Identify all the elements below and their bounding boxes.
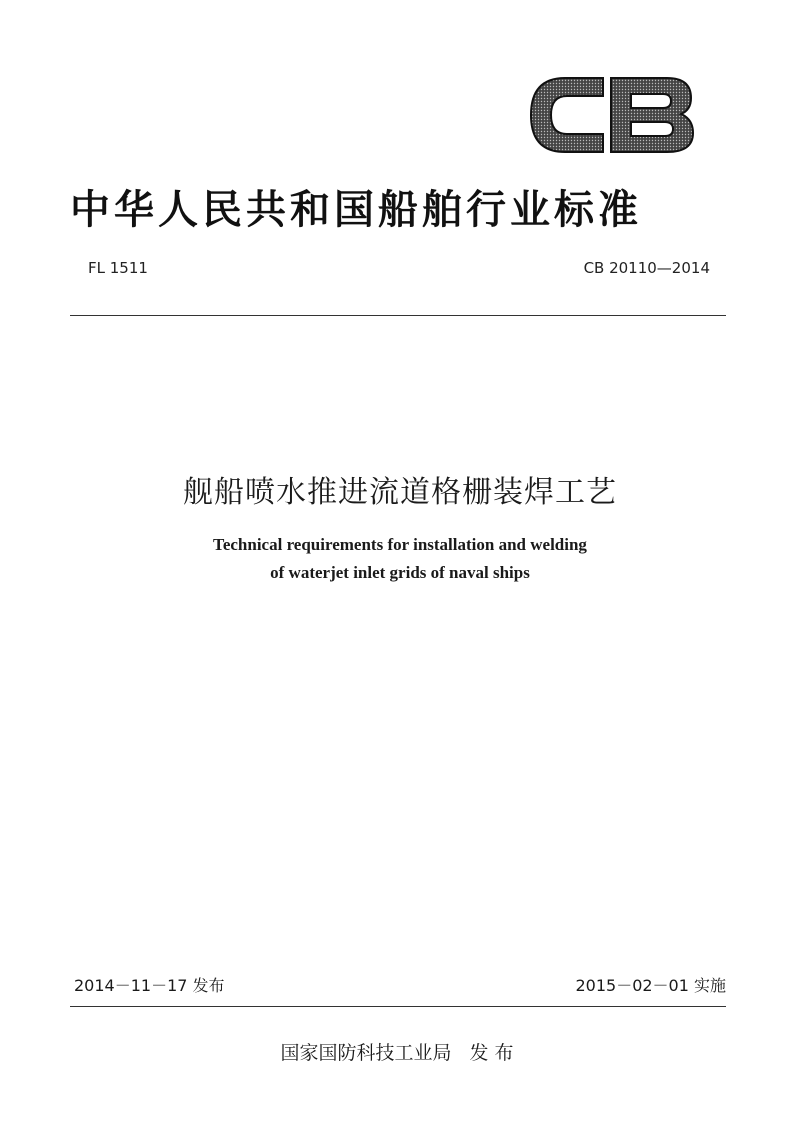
classification-code: FL 1511: [88, 259, 148, 277]
document-title-english-line1: Technical requirements for installation and welding: [213, 535, 587, 554]
top-divider: [70, 315, 726, 316]
bottom-divider: [70, 1006, 726, 1007]
implementation-date: 2015－02－01 实施: [575, 976, 726, 995]
cb-logo: [525, 70, 695, 160]
standard-number: CB 20110—2014: [583, 259, 710, 277]
document-title-chinese: 舰船喷水推进流道格栅装焊工艺: [183, 475, 617, 510]
issue-date: 2014－11－17 发布: [74, 976, 225, 995]
document-title-english-line2: of waterjet inlet grids of naval ships: [270, 563, 530, 582]
publisher-line: [0, 1038, 800, 1065]
publish-action: 发布: [469, 1042, 520, 1064]
publisher-name: 国家国防科技工业局: [280, 1042, 452, 1064]
standard-category-heading: 中华人民共和国船舶行业标准: [70, 187, 642, 233]
